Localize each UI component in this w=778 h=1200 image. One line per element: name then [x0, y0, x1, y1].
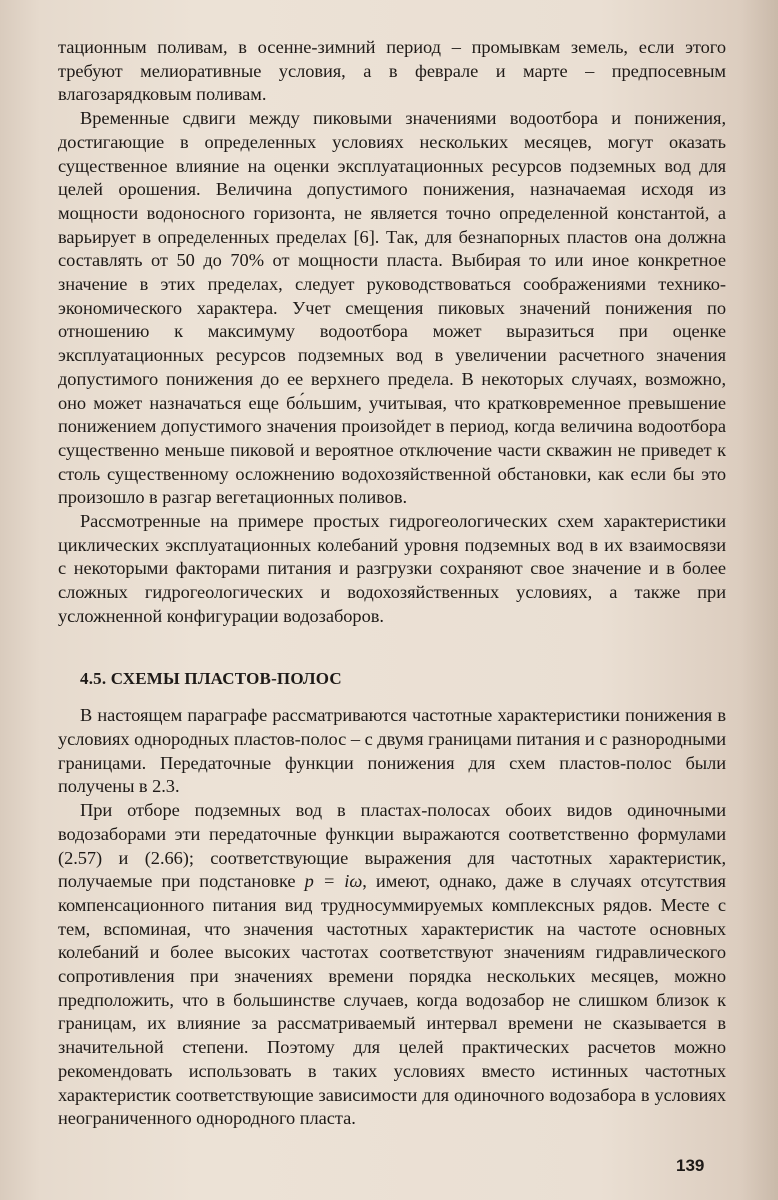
page-number: 139 — [676, 1156, 705, 1175]
paragraph-text-part: , имеют, однако, даже в случаях отсутствия компенсационного питания вид трудносуммируемых комплексных рядов. Месте с тем, вспоминая, что значения частотных характеристик на частоте основных колебаний и более высоких частотах соответствуют значениям гидравлического сопротивления при значениях времени порядка нескольких месяцев, можно предположить, что в большинстве случаев, когда водозабор не слишком близок к границам, их влияние за рассматриваемый интервал времени не сказывается в значительной степени. Поэтому для целей практических расчетов можно рекомендовать использовать в таких условиях вместо истинных частотных характеристик соответствующие зависимости для одиночного водозабора в условиях неограниченного однородного пласта. — [58, 871, 726, 1129]
section-heading: 4.5. СХЕМЫ ПЛАСТОВ-ПОЛОС — [80, 668, 342, 688]
paragraph-section-body — [58, 799, 726, 1131]
page-text — [58, 36, 726, 1131]
paragraph-section-intro: В настоящем параграфе рассматриваются частотные характеристики понижения в условиях однородных пластов-полос – с двумя границами питания и с разнородными границами. Передаточные функции понижения для схем пластов-полос были получены в 2.3. — [58, 705, 726, 797]
paragraph-text-part: При отборе подземных вод в пластах-полосах обоих видов одиночными водозаборами эти передаточные функции выражаются соответственно формулами (2.57) и (2.66); соответствующие выражения для частотных характеристик, получаемые при подстановке — [58, 800, 726, 892]
paragraph-time-shifts: Временные сдвиги между пиковыми значениями водоотбора и понижения, достигающие в определенных условиях нескольких месяцев, могут оказать существенное влияние на оценки эксплуатационных ресурсов подземных вод для целей орошения. Величина допустимого понижения, назначаемая исходя из мощности водоносного горизонта, не является точно определенной константой, а варьирует в определенных пределах [6]. Так, для безнапорных пластов она должна составлять от 50 до 70% от мощности пласта. Выбирая то или иное конкретное значение в этих пределах, следует руководствоваться соображениями технико-экономического характера. Учет смещения пиковых значений понижения по отношению к максимуму водоотбора может выразиться при оценке эксплуатационных ресурсов подземных вод в увеличении расчетного значения допустимого понижения до ее верхнего предела. В некоторых случаях, возможно, оно может назначаться еще бо́льшим, учитывая, что кратковременное превышение понижением допустимого значения произойдет в период, когда величина водоотбора существенно меньше пиковой и вероятное отключение части скважин не приведет к столь существенному осложнению водохозяйственной обстановки, как если бы это произошло в разгар вегетационных поливов. — [58, 108, 726, 508]
paragraph-conclusion: Рассмотренные на примере простых гидрогеологических схем характеристики циклических эксплуатационных колебаний уровня подземных вод в их взаимосвязи с некоторыми факторами питания и разгрузки сохраняют свое значение и в более сложных гидрогеологических и водохозяйственных условиях, а также при усложненной конфигурации водозаборов. — [58, 511, 726, 626]
paragraph-continuation: тационным поливам, в осенне-зимний период – промывкам земель, если этого требуют мелиоративные условия, а в феврале и марте – предпосевным влагозарядковым поливам. — [58, 37, 726, 105]
formula-substitution: p = iω — [304, 871, 363, 892]
